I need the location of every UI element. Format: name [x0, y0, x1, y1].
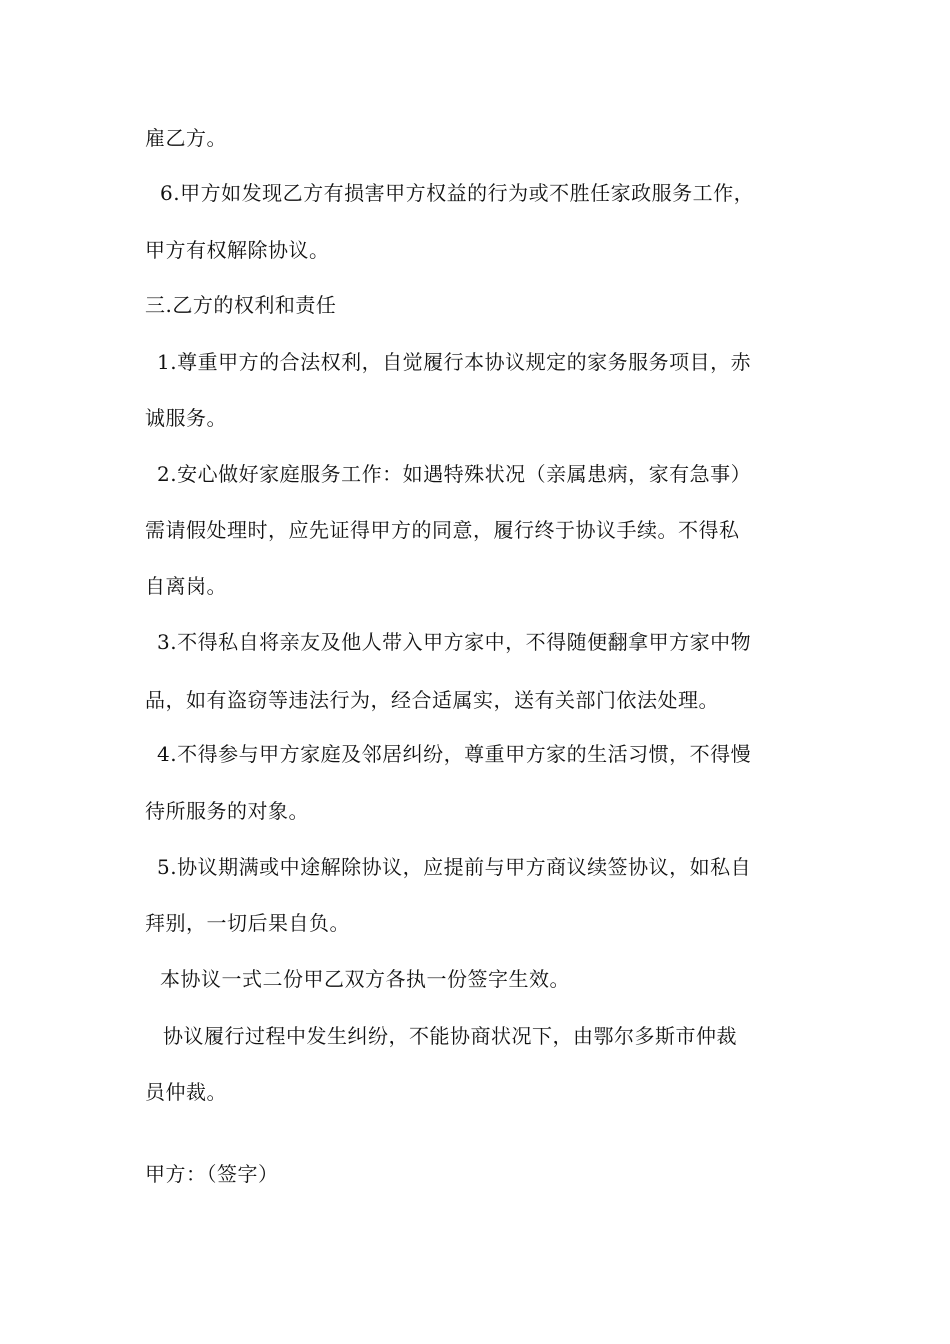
- clause-1-line: 1.尊重甲方的合法权利，自觉履行本协议规定的家务服务项目，赤: [157, 350, 752, 374]
- clause-5-line: 5.协议期满或中途解除协议，应提前与甲方商议续签协议，如私自: [157, 855, 752, 879]
- party-a-signature: 甲方：（签字）: [145, 1162, 279, 1186]
- text-line: 自离岗。: [145, 574, 227, 598]
- copies-statement: 本协议一式二份甲乙双方各执一份签字生效。: [160, 967, 570, 991]
- clause-6-line: 6.甲方如发现乙方有损害甲方权益的行为或不胜任家政服务工作，: [160, 181, 755, 205]
- text-line: 需请假处理时，应先证得甲方的同意，履行终于协议手续。不得私: [145, 518, 740, 542]
- text-line: 雇乙方。: [145, 126, 227, 150]
- text-line: 甲方有权解除协议。: [145, 238, 330, 262]
- dispute-statement-line: 协议履行过程中发生纠纷，不能协商状况下，由鄂尔多斯市仲裁: [163, 1024, 737, 1048]
- text-line: 员仲裁。: [145, 1080, 227, 1104]
- clause-3-line: 3.不得私自将亲友及他人带入甲方家中，不得随便翻拿甲方家中物: [157, 630, 752, 654]
- text-line: 拜别，一切后果自负。: [145, 911, 350, 935]
- clause-4-line: 4.不得参与甲方家庭及邻居纠纷，尊重甲方家的生活习惯，不得慢: [157, 742, 752, 766]
- text-line: 待所服务的对象。: [145, 799, 309, 823]
- text-line: 品，如有盗窃等违法行为，经合适属实，送有关部门依法处理。: [145, 688, 719, 712]
- clause-2-line: 2.安心做好家庭服务工作：如遇特殊状况（亲属患病，家有急事）: [157, 462, 752, 486]
- text-line: 诚服务。: [145, 406, 227, 430]
- section-heading: 三.乙方的权利和责任: [145, 293, 337, 317]
